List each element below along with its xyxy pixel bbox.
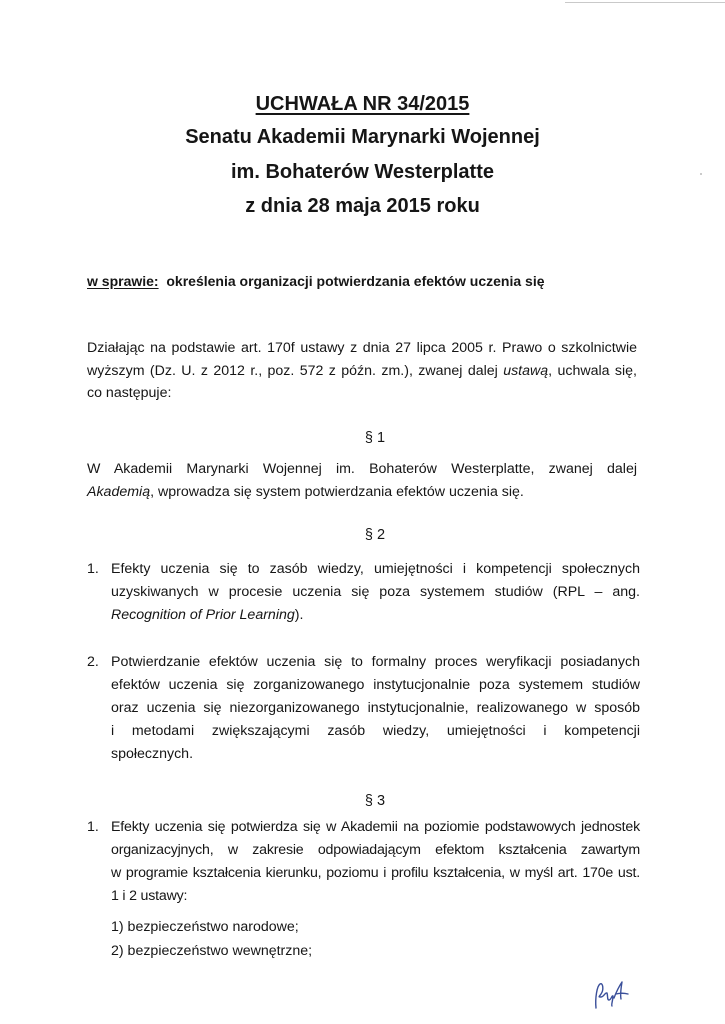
handwritten-signature — [590, 978, 630, 1010]
item-line: Efekty uczenia się to zasób wiedzy, umiejętności i kompetencji społecznych — [111, 561, 640, 577]
item-body — [111, 558, 640, 627]
italic-term: Recognition of Prior Learning — [111, 607, 295, 623]
item-number: 2. — [87, 654, 99, 670]
item-line: 1 i 2 ustawy: — [111, 888, 188, 904]
item-line: społecznych. — [111, 746, 194, 762]
item-line: oraz uczenia się niezorganizowanego instytucjonalnie, realizowanego w sposób — [111, 700, 640, 716]
subject-label: w sprawie: — [87, 273, 159, 289]
italic-term: ustawą — [503, 362, 549, 379]
issuer-patron-line: im. Bohaterów Westerplatte — [230, 161, 495, 183]
sub-item-2: 2) bezpieczeństwo wewnętrzne; — [111, 943, 313, 959]
item-line: uzyskiwanych w procesie uczenia się poza systemem studiów (RPL – ang. — [111, 584, 640, 600]
item-line: i metodami zwiększającymi zasób wiedzy, umiejętności i kompetencji — [111, 723, 640, 739]
preamble-line: wyższym (Dz. U. z 2012 r., poz. 572 z późn. zm.), zwanej dalej ustawą, uchwala się, — [87, 362, 637, 379]
subject-text: określenia organizacji potwierdzania efektów uczenia się — [166, 273, 545, 289]
signature-stroke — [596, 984, 613, 1008]
section-heading-3: § 3 — [364, 793, 386, 809]
item-line: Potwierdzanie efektów uczenia się to formalny proces weryfikacji posiadanych — [111, 654, 640, 670]
issuer-line: Senatu Akademii Marynarki Wojennej — [185, 126, 540, 148]
preamble-line: Działając na podstawie art. 170f ustawy z dnia 27 lipca 2005 r. Prawo o szkolnictwie — [87, 340, 637, 356]
item-body — [111, 651, 640, 766]
item-body — [111, 816, 640, 908]
subject-line — [87, 272, 545, 290]
section-heading-1: § 1 — [364, 430, 386, 446]
section-1-paragraph — [87, 458, 637, 503]
item-line: organizacyjnych, w zakresie odpowiadającym efektom kształcenia zawartym — [111, 842, 640, 858]
item-line: Efekty uczenia się potwierdza się w Akademii na poziomie podstawowych jednostek — [111, 819, 640, 835]
item-line: w programie kształcenia kierunku, poziomu i profilu kształcenia, w myśl art. 170e ust. — [111, 865, 640, 881]
preamble-line: co następuje: — [87, 385, 172, 401]
section-heading-2: § 2 — [364, 527, 386, 543]
italic-term: Akademią — [87, 483, 151, 500]
item-line: Recognition of Prior Learning). — [111, 607, 304, 623]
item-number: 1. — [87, 561, 99, 577]
resolution-date: z dnia 28 maja 2015 roku — [245, 195, 480, 217]
resolution-number: UCHWAŁA NR 34/2015 — [255, 93, 470, 115]
paragraph-line: W Akademii Marynarki Wojennej im. Bohaterów Westerplatte, zwanej dalej — [87, 461, 637, 477]
signature-stroke — [614, 982, 628, 999]
item-number: 1. — [87, 819, 99, 835]
paragraph-line: Akademią, wprowadza się system potwierdzania efektów uczenia się. — [87, 483, 524, 500]
item-line: efektów uczenia się zorganizowanego instytucjonalnie poza systemem studiów — [111, 677, 640, 693]
scan-edge-line — [565, 2, 725, 3]
preamble — [87, 337, 637, 405]
sub-item-1: 1) bezpieczeństwo narodowe; — [111, 919, 299, 935]
